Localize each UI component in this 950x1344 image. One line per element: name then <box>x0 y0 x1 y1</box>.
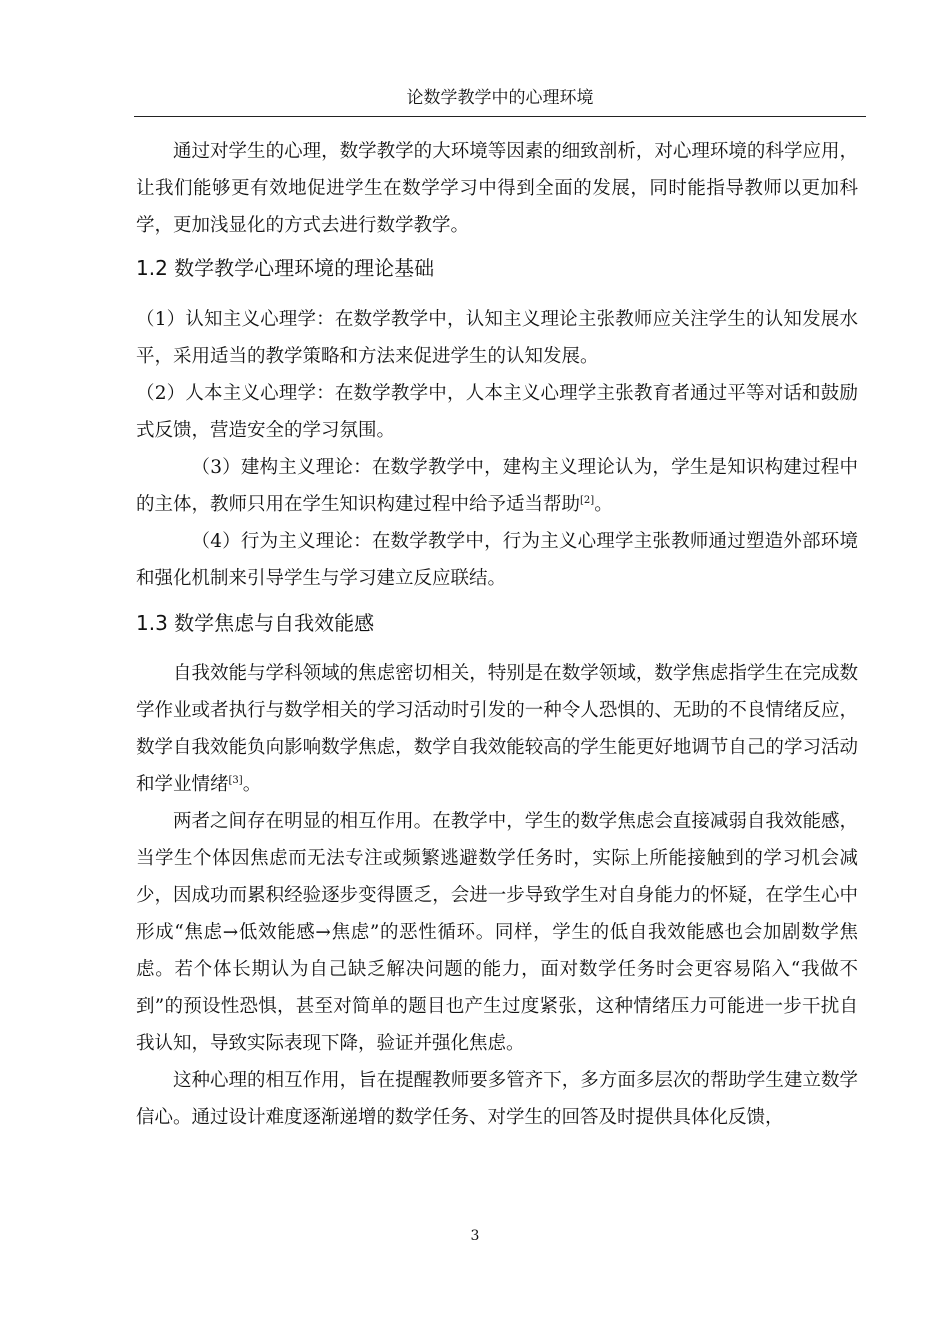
theory-item-1-text: （1）认知主义心理学：在数学教学中，认知主义理论主张教师应关注学生的认知发展水平，采用适当的教学策略和方法来促进学生的认知发展。 <box>136 309 858 367</box>
document-body <box>136 133 858 1136</box>
section-heading-1-2: 1.2 数学教学心理环境的理论基础 <box>136 256 435 280</box>
anxiety-paragraph-1 <box>136 655 858 803</box>
anxiety-paragraph-3-text: 这种心理的相互作用，旨在提醒教师要多管齐下，多方面多层次的帮助学生建立数学信心。通过设计难度逐渐递增的数学任务、对学生的回答及时提供具体化反馈， <box>136 1070 858 1128</box>
page-number: 3 <box>470 1228 480 1244</box>
theory-item-2 <box>136 375 858 449</box>
citation-3: [3] <box>228 774 243 786</box>
header-divider <box>134 116 866 117</box>
theory-item-3-tail: 。 <box>594 494 613 515</box>
anxiety-paragraph-1-tail: 。 <box>242 774 262 795</box>
theory-item-2-text: （2）人本主义心理学：在数学教学中，人本主义心理学主张教育者通过平等对话和鼓励式反馈，营造安全的学习氛围。 <box>136 383 858 441</box>
theory-item-4-text: （4）行为主义理论：在数学教学中，行为主义心理学主张教师通过塑造外部环境和强化机制来引导学生与学习建立反应联结。 <box>136 531 858 589</box>
anxiety-paragraph-1-text: 自我效能与学科领域的焦虑密切相关，特别是在数学领域，数学焦虑指学生在完成数学作业或者执行与数学相关的学习活动时引发的一种令人恐惧的、无助的不良情绪反应，数学自我效能负向影响数学焦虑，数学自我效能较高的学生能更好地调节自己的学习活动和学业情绪 <box>136 663 858 795</box>
section-heading-1-3: 1.3 数学焦虑与自我效能感 <box>136 611 375 635</box>
intro-paragraph: 通过对学生的心理，数学教学的大环境等因素的细致剖析，对心理环境的科学应用，让我们能够更有效地促进学生在数学学习中得到全面的发展，同时能指导教师以更加科学，更加浅显化的方式去进行数学教学。 <box>136 141 858 236</box>
theory-item-3 <box>136 449 858 523</box>
anxiety-paragraph-2-text: 两者之间存在明显的相互作用。在教学中，学生的数学焦虑会直接减弱自我效能感，当学生个体因焦虑而无法专注或频繁逃避数学任务时，实际上所能接触到的学习机会减少，因成功而累积经验逐步变得匮乏，会进一步导致学生对自身能力的怀疑，在学生心中形成“焦虑→低效能感→焦虑”的恶性循环。同样，学生的低自我效能感也会加剧数学焦虑。若个体长期认为自己缺乏解决问题的能力，面对数学任务时会更容易陷入“我做不到”的预设性恐惧，甚至对简单的题目也产生过度紧张，这种情绪压力可能进一步干扰自我认知，导致实际表现下降，验证并强化焦虑。 <box>136 811 858 1054</box>
running-header-title: 论数学教学中的心理环境 <box>406 88 594 108</box>
theory-item-4 <box>136 523 858 597</box>
theory-item-3-text: （3）建构主义理论：在数学教学中，建构主义理论认为，学生是知识构建过程中的主体，教师只用在学生知识构建过程中给予适当帮助 <box>136 457 858 515</box>
anxiety-paragraph-2 <box>136 803 858 1062</box>
theory-item-1 <box>136 301 858 375</box>
citation-2: [2] <box>580 494 595 506</box>
anxiety-paragraph-3 <box>136 1062 858 1136</box>
